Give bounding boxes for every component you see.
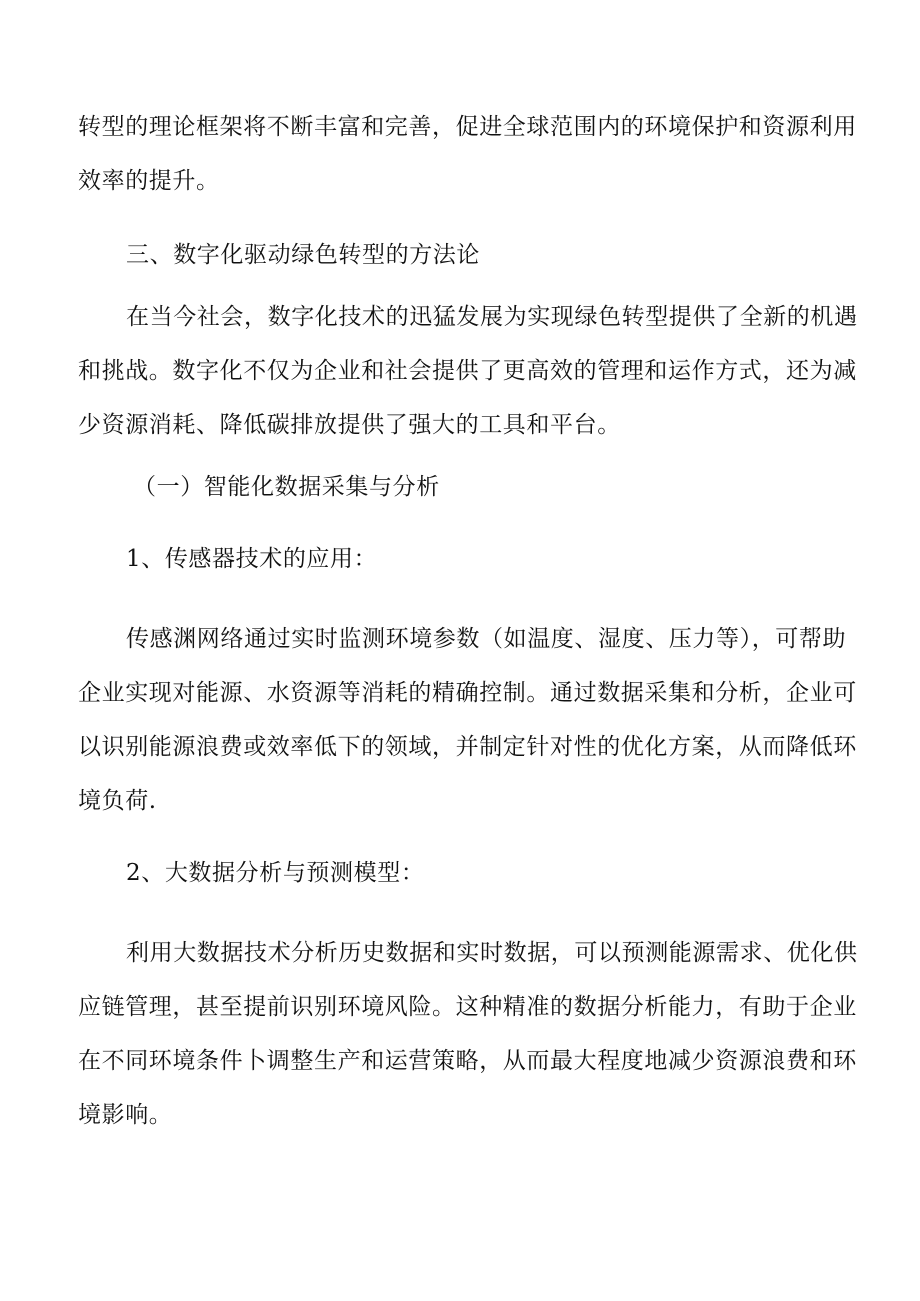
paragraph-line: 在不同环境条件卜调整生产和运营策略，从而最大程度地减少资源浪费和环 <box>78 1048 857 1074</box>
paragraph-line: 和挑战。数字化不仅为企业和社会提供了更高效的管理和运作方式，还为减 <box>78 358 857 384</box>
item-heading: 2、大数据分析与预测模型： <box>126 860 425 886</box>
paragraph-line: 企业实现对能源、水资源等消耗的精确控制。通过数据采集和分析，企业可 <box>78 680 857 706</box>
paragraph-line: 利用大数据技术分析历史数据和实时数据，可以预测能源需求、优化供 <box>126 940 858 966</box>
subsection-heading: （一）智能化数据采集与分析 <box>133 474 440 500</box>
paragraph-line: 传感渊网络通过实时监测环境参数（如温度、湿度、压力等），可帮助 <box>126 626 847 652</box>
paragraph-line: 应链管理，甚至提前识别环境风险。这种精准的数据分析能力，有助于企业 <box>78 994 857 1020</box>
paragraph-line: 以识别能源浪费或效率低下的领域，并制定针对性的优化方案，从而降低环 <box>78 734 857 760</box>
paragraph-line: 少资源消耗、降低碳排放提供了强大的工具和平台。 <box>78 412 621 438</box>
section-heading: 三、数字化驱动绿色转型的方法论 <box>126 242 480 268</box>
paragraph-line: 在当今社会，数字化技术的迅猛发展为实现绿色转型提供了全新的机遇 <box>126 304 858 330</box>
paragraph-line: 效率的提升。 <box>78 168 220 194</box>
paragraph-line: 转型的理论框架将不断丰富和完善，促进全球范围内的环境保护和资源利用 <box>78 114 857 140</box>
paragraph-line: 境影响。 <box>78 1102 173 1128</box>
paragraph-line: 境负荷. <box>78 788 157 814</box>
item-heading: 1、传感器技术的应用： <box>126 546 378 572</box>
